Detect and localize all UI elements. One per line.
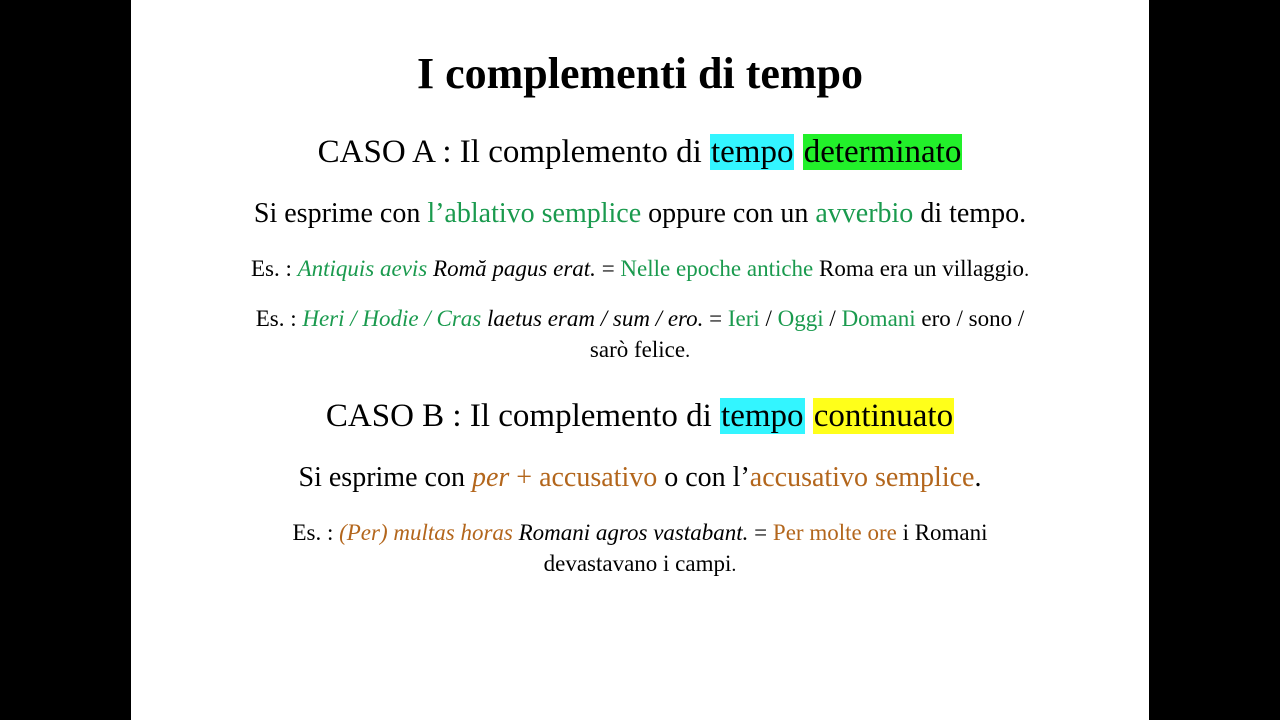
- caso-a-heading-text: CASO A : Il complemento di: [317, 134, 710, 170]
- rule-a-ablativo: l’ablativo semplice: [427, 198, 642, 229]
- rule-a-avverbio: avverbio: [815, 198, 914, 229]
- caso-b-heading: [131, 393, 1149, 439]
- example-3-line-1: [131, 517, 1149, 548]
- example-3-prefix: Es. :: [292, 520, 340, 545]
- slide: [131, 0, 1149, 720]
- example-3-italian-rest: i Romani: [896, 520, 988, 545]
- example-2-ieri: Ieri: [727, 306, 760, 331]
- rule-b-per: per: [471, 462, 510, 493]
- example-2-equals: =: [703, 306, 728, 331]
- caso-a-highlight-tempo: tempo: [710, 134, 794, 170]
- caso-a-heading: [131, 129, 1149, 175]
- example-2-oggi: Oggi: [777, 306, 824, 331]
- example-2-hodie: Hodie: [362, 306, 419, 331]
- example-1-latin-rest: Romă pagus erat.: [427, 256, 596, 281]
- example-1: [131, 253, 1149, 286]
- rule-b-text-3: .: [974, 462, 982, 493]
- example-2-prefix: Es. :: [255, 306, 303, 331]
- example-1-italian-rest: Roma era un villaggio: [813, 256, 1025, 281]
- caso-b-rule: [131, 460, 1149, 496]
- example-1-latin-highlight: Antiquis aevis: [297, 256, 428, 281]
- example-1-equals: =: [595, 256, 621, 281]
- example-3-latin-rest: Romani agros vastabant.: [512, 520, 749, 545]
- example-2-domani: Domani: [841, 306, 916, 331]
- rule-b-accusativo-semplice: accusativo semplice: [749, 462, 975, 493]
- caso-b-highlight-tempo: tempo: [721, 398, 804, 434]
- example-2-line-2-text: sarò felice: [589, 337, 686, 362]
- rule-a-text-1: Si esprime con: [253, 198, 428, 229]
- example-3-equals: =: [748, 520, 773, 545]
- example-1-end: .: [1024, 259, 1030, 281]
- caso-a-highlight-determinato: determinato: [803, 134, 962, 170]
- caso-b-highlight-continuato: continuato: [813, 398, 954, 434]
- caso-a-rule: [131, 196, 1149, 232]
- example-3-end: .: [731, 554, 737, 576]
- rule-b-plus: +: [509, 462, 540, 493]
- example-2-line-1: [131, 303, 1149, 334]
- example-3-italian-highlight: Per molte ore: [772, 520, 897, 545]
- example-3-line-2: [131, 548, 1149, 581]
- rule-a-text-2: oppure con un: [641, 198, 816, 229]
- rule-a-text-3: di tempo.: [913, 198, 1027, 229]
- example-2-sep-2: /: [418, 306, 437, 331]
- rule-b-text-1: Si esprime con: [298, 462, 472, 493]
- example-3-latin-highlight: (Per) multas horas: [339, 520, 513, 545]
- example-1-italian-highlight: Nelle epoche antiche: [620, 256, 814, 281]
- rule-b-accusativo: accusativo: [539, 462, 658, 493]
- example-2-sep-4: /: [823, 306, 842, 331]
- rule-b-text-2: o con l’: [657, 462, 750, 493]
- example-2-line-2: [131, 334, 1149, 367]
- example-2-end: .: [685, 340, 691, 362]
- example-2-cras: Cras: [436, 306, 482, 331]
- example-1-prefix: Es. :: [250, 256, 298, 281]
- caso-b-heading-text: CASO B : Il complemento di: [325, 398, 721, 434]
- example-2-sep-1: /: [344, 306, 363, 331]
- example-2-heri: Heri: [302, 306, 345, 331]
- slide-title: I complementi di tempo: [416, 49, 864, 98]
- example-2-latin-rest: laetus eram / sum / ero.: [481, 306, 704, 331]
- example-3-line-2-text: devastavano i campi: [543, 551, 732, 576]
- example-2-italian-rest: ero / sono /: [915, 306, 1025, 331]
- example-2-sep-3: /: [759, 306, 778, 331]
